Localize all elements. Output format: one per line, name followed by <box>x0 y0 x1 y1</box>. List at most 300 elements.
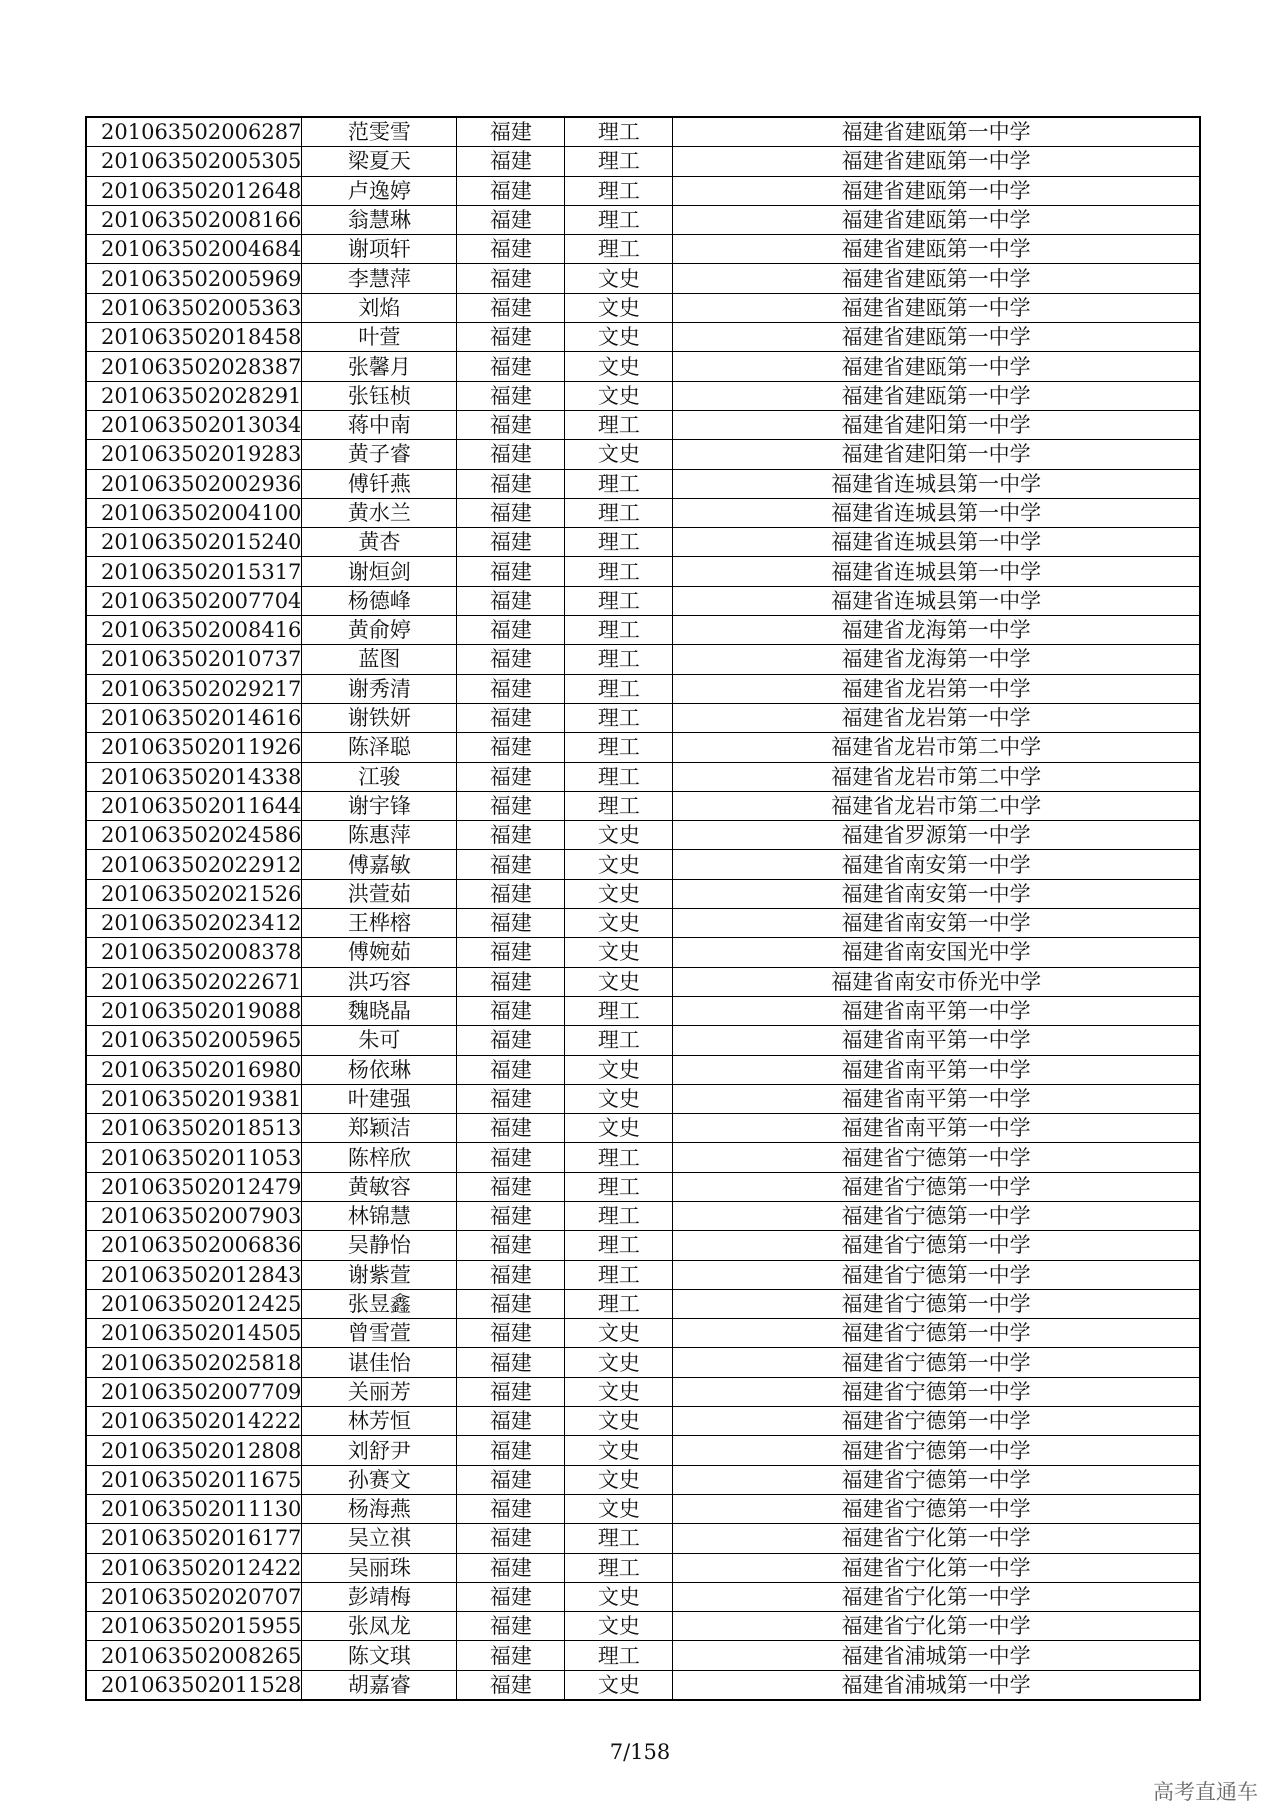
school-cell: 福建省浦城第一中学 <box>673 1641 1200 1670</box>
school-cell: 福建省南安第一中学 <box>673 850 1200 879</box>
exam-id-cell: 201063502004100 <box>86 498 302 527</box>
student-name-cell: 傅钎燕 <box>302 469 457 498</box>
student-name-cell: 卢逸婷 <box>302 176 457 205</box>
student-name-cell: 谢项轩 <box>302 235 457 264</box>
table-row <box>86 352 1200 381</box>
province-cell: 福建 <box>457 1612 565 1641</box>
province-cell: 福建 <box>457 1201 565 1230</box>
school-cell: 福建省南安第一中学 <box>673 879 1200 908</box>
category-cell: 理工 <box>565 557 673 586</box>
category-cell: 文史 <box>565 381 673 410</box>
table-row <box>86 850 1200 879</box>
table-row <box>86 1026 1200 1055</box>
student-name-cell: 谢秀清 <box>302 674 457 703</box>
province-cell: 福建 <box>457 1055 565 1084</box>
exam-id-cell: 201063502028291 <box>86 381 302 410</box>
school-cell: 福建省宁德第一中学 <box>673 1289 1200 1318</box>
school-cell: 福建省连城县第一中学 <box>673 528 1200 557</box>
exam-id-cell: 201063502016177 <box>86 1524 302 1553</box>
category-cell: 理工 <box>565 1289 673 1318</box>
exam-id-cell: 201063502006287 <box>86 117 302 147</box>
exam-id-cell: 201063502024586 <box>86 821 302 850</box>
exam-id-cell: 201063502011926 <box>86 733 302 762</box>
student-name-cell: 谢宇锋 <box>302 791 457 820</box>
exam-id-cell: 201063502008166 <box>86 205 302 234</box>
table-row <box>86 1114 1200 1143</box>
category-cell: 理工 <box>565 117 673 147</box>
school-cell: 福建省宁德第一中学 <box>673 1436 1200 1465</box>
province-cell: 福建 <box>457 996 565 1025</box>
watermark: 高考直通车 <box>1153 1780 1258 1804</box>
province-cell: 福建 <box>457 1553 565 1582</box>
student-name-cell: 黄俞婷 <box>302 616 457 645</box>
student-name-cell: 范雯雪 <box>302 117 457 147</box>
province-cell: 福建 <box>457 733 565 762</box>
province-cell: 福建 <box>457 1436 565 1465</box>
table-row <box>86 440 1200 469</box>
table-row <box>86 909 1200 938</box>
category-cell: 理工 <box>565 205 673 234</box>
province-cell: 福建 <box>457 352 565 381</box>
student-name-cell: 魏晓晶 <box>302 996 457 1025</box>
student-name-cell: 胡嘉睿 <box>302 1670 457 1700</box>
student-name-cell: 张凤龙 <box>302 1612 457 1641</box>
student-name-cell: 张馨月 <box>302 352 457 381</box>
school-cell: 福建省宁德第一中学 <box>673 1465 1200 1494</box>
student-name-cell: 陈惠萍 <box>302 821 457 850</box>
table-row <box>86 1641 1200 1670</box>
exam-id-cell: 201063502029217 <box>86 674 302 703</box>
table-row <box>86 205 1200 234</box>
school-cell: 福建省建瓯第一中学 <box>673 235 1200 264</box>
school-cell: 福建省建瓯第一中学 <box>673 147 1200 176</box>
student-name-cell: 张昱鑫 <box>302 1289 457 1318</box>
student-name-cell: 谌佳怡 <box>302 1348 457 1377</box>
exam-id-cell: 201063502005965 <box>86 1026 302 1055</box>
province-cell: 福建 <box>457 645 565 674</box>
student-name-cell: 谢紫萱 <box>302 1260 457 1289</box>
student-name-cell: 谢铁妍 <box>302 703 457 732</box>
table-row <box>86 528 1200 557</box>
category-cell: 文史 <box>565 352 673 381</box>
province-cell: 福建 <box>457 938 565 967</box>
exam-id-cell: 201063502028387 <box>86 352 302 381</box>
category-cell: 文史 <box>565 879 673 908</box>
school-cell: 福建省宁德第一中学 <box>673 1377 1200 1406</box>
province-cell: 福建 <box>457 1348 565 1377</box>
school-cell: 福建省宁德第一中学 <box>673 1201 1200 1230</box>
school-cell: 福建省罗源第一中学 <box>673 821 1200 850</box>
exam-id-cell: 201063502022912 <box>86 850 302 879</box>
table-row <box>86 1494 1200 1523</box>
student-name-cell: 黄子睿 <box>302 440 457 469</box>
exam-id-cell: 201063502004684 <box>86 235 302 264</box>
table-row <box>86 1201 1200 1230</box>
province-cell: 福建 <box>457 1172 565 1201</box>
school-cell: 福建省龙岩第一中学 <box>673 674 1200 703</box>
table-row <box>86 293 1200 322</box>
province-cell: 福建 <box>457 1026 565 1055</box>
table-row <box>86 967 1200 996</box>
exam-id-cell: 201063502014222 <box>86 1407 302 1436</box>
table-row <box>86 1377 1200 1406</box>
category-cell: 文史 <box>565 1670 673 1700</box>
school-cell: 福建省宁化第一中学 <box>673 1524 1200 1553</box>
category-cell: 文史 <box>565 1114 673 1143</box>
school-cell: 福建省建瓯第一中学 <box>673 117 1200 147</box>
table-row <box>86 1670 1200 1700</box>
category-cell: 文史 <box>565 323 673 352</box>
category-cell: 文史 <box>565 1377 673 1406</box>
category-cell: 文史 <box>565 1436 673 1465</box>
exam-id-cell: 201063502012425 <box>86 1289 302 1318</box>
table-row <box>86 469 1200 498</box>
category-cell: 理工 <box>565 1172 673 1201</box>
category-cell: 文史 <box>565 850 673 879</box>
student-name-cell: 江骏 <box>302 762 457 791</box>
table-row <box>86 821 1200 850</box>
province-cell: 福建 <box>457 323 565 352</box>
table-row <box>86 1582 1200 1611</box>
school-cell: 福建省南安第一中学 <box>673 909 1200 938</box>
category-cell: 理工 <box>565 703 673 732</box>
student-table <box>85 116 1201 1701</box>
province-cell: 福建 <box>457 1319 565 1348</box>
table-row <box>86 733 1200 762</box>
school-cell: 福建省宁德第一中学 <box>673 1143 1200 1172</box>
table-row <box>86 557 1200 586</box>
table-row <box>86 938 1200 967</box>
province-cell: 福建 <box>457 410 565 439</box>
student-name-cell: 张钰桢 <box>302 381 457 410</box>
school-cell: 福建省宁德第一中学 <box>673 1172 1200 1201</box>
province-cell: 福建 <box>457 440 565 469</box>
province-cell: 福建 <box>457 381 565 410</box>
category-cell: 理工 <box>565 235 673 264</box>
table-row <box>86 147 1200 176</box>
exam-id-cell: 201063502012648 <box>86 176 302 205</box>
student-name-cell: 关丽芳 <box>302 1377 457 1406</box>
category-cell: 理工 <box>565 791 673 820</box>
school-cell: 福建省宁德第一中学 <box>673 1231 1200 1260</box>
province-cell: 福建 <box>457 1524 565 1553</box>
exam-id-cell: 201063502023412 <box>86 909 302 938</box>
school-cell: 福建省南平第一中学 <box>673 1084 1200 1113</box>
school-cell: 福建省龙岩第一中学 <box>673 703 1200 732</box>
page-number: 7/158 <box>609 1740 671 1764</box>
category-cell: 文史 <box>565 264 673 293</box>
school-cell: 福建省南平第一中学 <box>673 1026 1200 1055</box>
table-row <box>86 879 1200 908</box>
student-name-cell: 杨海燕 <box>302 1494 457 1523</box>
table-row <box>86 762 1200 791</box>
school-cell: 福建省南平第一中学 <box>673 1055 1200 1084</box>
province-cell: 福建 <box>457 1641 565 1670</box>
table-row <box>86 996 1200 1025</box>
school-cell: 福建省建瓯第一中学 <box>673 205 1200 234</box>
province-cell: 福建 <box>457 1260 565 1289</box>
school-cell: 福建省宁化第一中学 <box>673 1582 1200 1611</box>
table-row <box>86 323 1200 352</box>
category-cell: 文史 <box>565 1084 673 1113</box>
exam-id-cell: 201063502014338 <box>86 762 302 791</box>
student-name-cell: 刘舒尹 <box>302 1436 457 1465</box>
category-cell: 理工 <box>565 1201 673 1230</box>
student-name-cell: 傅嘉敏 <box>302 850 457 879</box>
province-cell: 福建 <box>457 967 565 996</box>
table-row <box>86 1465 1200 1494</box>
school-cell: 福建省龙岩市第二中学 <box>673 762 1200 791</box>
student-name-cell: 孙赛文 <box>302 1465 457 1494</box>
category-cell: 理工 <box>565 176 673 205</box>
school-cell: 福建省建瓯第一中学 <box>673 293 1200 322</box>
school-cell: 福建省龙海第一中学 <box>673 645 1200 674</box>
category-cell: 文史 <box>565 1494 673 1523</box>
exam-id-cell: 201063502010737 <box>86 645 302 674</box>
student-name-cell: 傅婉茹 <box>302 938 457 967</box>
province-cell: 福建 <box>457 264 565 293</box>
province-cell: 福建 <box>457 1289 565 1318</box>
category-cell: 文史 <box>565 1465 673 1494</box>
exam-id-cell: 201063502005363 <box>86 293 302 322</box>
category-cell: 理工 <box>565 1641 673 1670</box>
category-cell: 理工 <box>565 586 673 615</box>
table-row <box>86 703 1200 732</box>
table-row <box>86 264 1200 293</box>
province-cell: 福建 <box>457 616 565 645</box>
table-row <box>86 791 1200 820</box>
province-cell: 福建 <box>457 1670 565 1700</box>
student-name-cell: 陈梓欣 <box>302 1143 457 1172</box>
exam-id-cell: 201063502008378 <box>86 938 302 967</box>
table-row <box>86 235 1200 264</box>
school-cell: 福建省连城县第一中学 <box>673 469 1200 498</box>
table-row <box>86 1289 1200 1318</box>
exam-id-cell: 201063502011053 <box>86 1143 302 1172</box>
table-row <box>86 1143 1200 1172</box>
category-cell: 文史 <box>565 1407 673 1436</box>
school-cell: 福建省龙岩市第二中学 <box>673 791 1200 820</box>
table-row <box>86 1348 1200 1377</box>
school-cell: 福建省南平第一中学 <box>673 1114 1200 1143</box>
student-name-cell: 林锦慧 <box>302 1201 457 1230</box>
category-cell: 文史 <box>565 909 673 938</box>
exam-id-cell: 201063502011528 <box>86 1670 302 1700</box>
exam-id-cell: 201063502011130 <box>86 1494 302 1523</box>
table-row <box>86 498 1200 527</box>
exam-id-cell: 201063502019381 <box>86 1084 302 1113</box>
category-cell: 理工 <box>565 733 673 762</box>
school-cell: 福建省宁化第一中学 <box>673 1612 1200 1641</box>
school-cell: 福建省宁德第一中学 <box>673 1348 1200 1377</box>
student-name-cell: 梁夏天 <box>302 147 457 176</box>
category-cell: 文史 <box>565 967 673 996</box>
table-row <box>86 381 1200 410</box>
school-cell: 福建省龙海第一中学 <box>673 616 1200 645</box>
exam-id-cell: 201063502013034 <box>86 410 302 439</box>
exam-id-cell: 201063502012808 <box>86 1436 302 1465</box>
category-cell: 理工 <box>565 996 673 1025</box>
exam-id-cell: 201063502014616 <box>86 703 302 732</box>
school-cell: 福建省建瓯第一中学 <box>673 352 1200 381</box>
exam-id-cell: 201063502012479 <box>86 1172 302 1201</box>
student-name-cell: 彭靖梅 <box>302 1582 457 1611</box>
category-cell: 文史 <box>565 821 673 850</box>
exam-id-cell: 201063502005305 <box>86 147 302 176</box>
table-row <box>86 1231 1200 1260</box>
exam-id-cell: 201063502006836 <box>86 1231 302 1260</box>
exam-id-cell: 201063502020707 <box>86 1582 302 1611</box>
student-name-cell: 曾雪萱 <box>302 1319 457 1348</box>
exam-id-cell: 201063502018513 <box>86 1114 302 1143</box>
exam-id-cell: 201063502015317 <box>86 557 302 586</box>
table-row <box>86 1084 1200 1113</box>
exam-id-cell: 201063502011644 <box>86 791 302 820</box>
student-name-cell: 叶萱 <box>302 323 457 352</box>
table-row <box>86 1612 1200 1641</box>
table-row <box>86 1260 1200 1289</box>
category-cell: 文史 <box>565 1319 673 1348</box>
student-name-cell: 洪巧容 <box>302 967 457 996</box>
province-cell: 福建 <box>457 791 565 820</box>
category-cell: 理工 <box>565 762 673 791</box>
exam-id-cell: 201063502019088 <box>86 996 302 1025</box>
category-cell: 理工 <box>565 528 673 557</box>
school-cell: 福建省南安国光中学 <box>673 938 1200 967</box>
province-cell: 福建 <box>457 674 565 703</box>
province-cell: 福建 <box>457 850 565 879</box>
student-name-cell: 吴丽珠 <box>302 1553 457 1582</box>
student-name-cell: 王桦榕 <box>302 909 457 938</box>
province-cell: 福建 <box>457 498 565 527</box>
category-cell: 理工 <box>565 469 673 498</box>
table-row <box>86 1407 1200 1436</box>
school-cell: 福建省宁德第一中学 <box>673 1407 1200 1436</box>
province-cell: 福建 <box>457 147 565 176</box>
student-name-cell: 陈文琪 <box>302 1641 457 1670</box>
table-row <box>86 1436 1200 1465</box>
category-cell: 理工 <box>565 1524 673 1553</box>
exam-id-cell: 201063502015240 <box>86 528 302 557</box>
category-cell: 文史 <box>565 1612 673 1641</box>
category-cell: 文史 <box>565 1348 673 1377</box>
school-cell: 福建省宁化第一中学 <box>673 1553 1200 1582</box>
exam-id-cell: 201063502007903 <box>86 1201 302 1230</box>
table-row <box>86 1524 1200 1553</box>
table-row <box>86 586 1200 615</box>
exam-id-cell: 201063502007709 <box>86 1377 302 1406</box>
table-row <box>86 674 1200 703</box>
province-cell: 福建 <box>457 1407 565 1436</box>
exam-id-cell: 201063502019283 <box>86 440 302 469</box>
school-cell: 福建省南安市侨光中学 <box>673 967 1200 996</box>
student-name-cell: 叶建强 <box>302 1084 457 1113</box>
student-name-cell: 李慧萍 <box>302 264 457 293</box>
category-cell: 理工 <box>565 498 673 527</box>
school-cell: 福建省连城县第一中学 <box>673 557 1200 586</box>
exam-id-cell: 201063502021526 <box>86 879 302 908</box>
province-cell: 福建 <box>457 235 565 264</box>
exam-id-cell: 201063502005969 <box>86 264 302 293</box>
category-cell: 理工 <box>565 147 673 176</box>
student-name-cell: 林芳恒 <box>302 1407 457 1436</box>
student-name-cell: 黄水兰 <box>302 498 457 527</box>
category-cell: 文史 <box>565 440 673 469</box>
category-cell: 文史 <box>565 1582 673 1611</box>
table-row <box>86 1055 1200 1084</box>
school-cell: 福建省连城县第一中学 <box>673 498 1200 527</box>
province-cell: 福建 <box>457 293 565 322</box>
exam-id-cell: 201063502012422 <box>86 1553 302 1582</box>
table-row <box>86 645 1200 674</box>
student-name-cell: 刘焰 <box>302 293 457 322</box>
table-row <box>86 1319 1200 1348</box>
student-name-cell: 朱可 <box>302 1026 457 1055</box>
table-row <box>86 1172 1200 1201</box>
exam-id-cell: 201063502002936 <box>86 469 302 498</box>
province-cell: 福建 <box>457 879 565 908</box>
student-name-cell: 蒋中南 <box>302 410 457 439</box>
school-cell: 福建省宁德第一中学 <box>673 1494 1200 1523</box>
exam-id-cell: 201063502018458 <box>86 323 302 352</box>
category-cell: 理工 <box>565 1231 673 1260</box>
student-name-cell: 吴立祺 <box>302 1524 457 1553</box>
table-row <box>86 616 1200 645</box>
category-cell: 理工 <box>565 674 673 703</box>
student-name-cell: 杨依琳 <box>302 1055 457 1084</box>
province-cell: 福建 <box>457 762 565 791</box>
province-cell: 福建 <box>457 557 565 586</box>
school-cell: 福建省建阳第一中学 <box>673 410 1200 439</box>
school-cell: 福建省建阳第一中学 <box>673 440 1200 469</box>
student-name-cell: 洪萱茹 <box>302 879 457 908</box>
exam-id-cell: 201063502008416 <box>86 616 302 645</box>
province-cell: 福建 <box>457 469 565 498</box>
table-row <box>86 176 1200 205</box>
exam-id-cell: 201063502012843 <box>86 1260 302 1289</box>
exam-id-cell: 201063502014505 <box>86 1319 302 1348</box>
province-cell: 福建 <box>457 1377 565 1406</box>
school-cell: 福建省建瓯第一中学 <box>673 323 1200 352</box>
student-name-cell: 蓝图 <box>302 645 457 674</box>
school-cell: 福建省南平第一中学 <box>673 996 1200 1025</box>
student-name-cell: 吴静怡 <box>302 1231 457 1260</box>
province-cell: 福建 <box>457 586 565 615</box>
province-cell: 福建 <box>457 1231 565 1260</box>
school-cell: 福建省建瓯第一中学 <box>673 176 1200 205</box>
exam-id-cell: 201063502011675 <box>86 1465 302 1494</box>
student-name-cell: 陈泽聪 <box>302 733 457 762</box>
student-name-cell: 黄敏容 <box>302 1172 457 1201</box>
province-cell: 福建 <box>457 528 565 557</box>
school-cell: 福建省龙岩市第二中学 <box>673 733 1200 762</box>
category-cell: 理工 <box>565 1026 673 1055</box>
school-cell: 福建省建瓯第一中学 <box>673 381 1200 410</box>
province-cell: 福建 <box>457 1143 565 1172</box>
province-cell: 福建 <box>457 1114 565 1143</box>
exam-id-cell: 201063502008265 <box>86 1641 302 1670</box>
exam-id-cell: 201063502015955 <box>86 1612 302 1641</box>
table-row <box>86 1553 1200 1582</box>
province-cell: 福建 <box>457 205 565 234</box>
province-cell: 福建 <box>457 176 565 205</box>
student-name-cell: 翁慧琳 <box>302 205 457 234</box>
category-cell: 理工 <box>565 1143 673 1172</box>
category-cell: 理工 <box>565 645 673 674</box>
table-row <box>86 410 1200 439</box>
province-cell: 福建 <box>457 703 565 732</box>
category-cell: 理工 <box>565 616 673 645</box>
